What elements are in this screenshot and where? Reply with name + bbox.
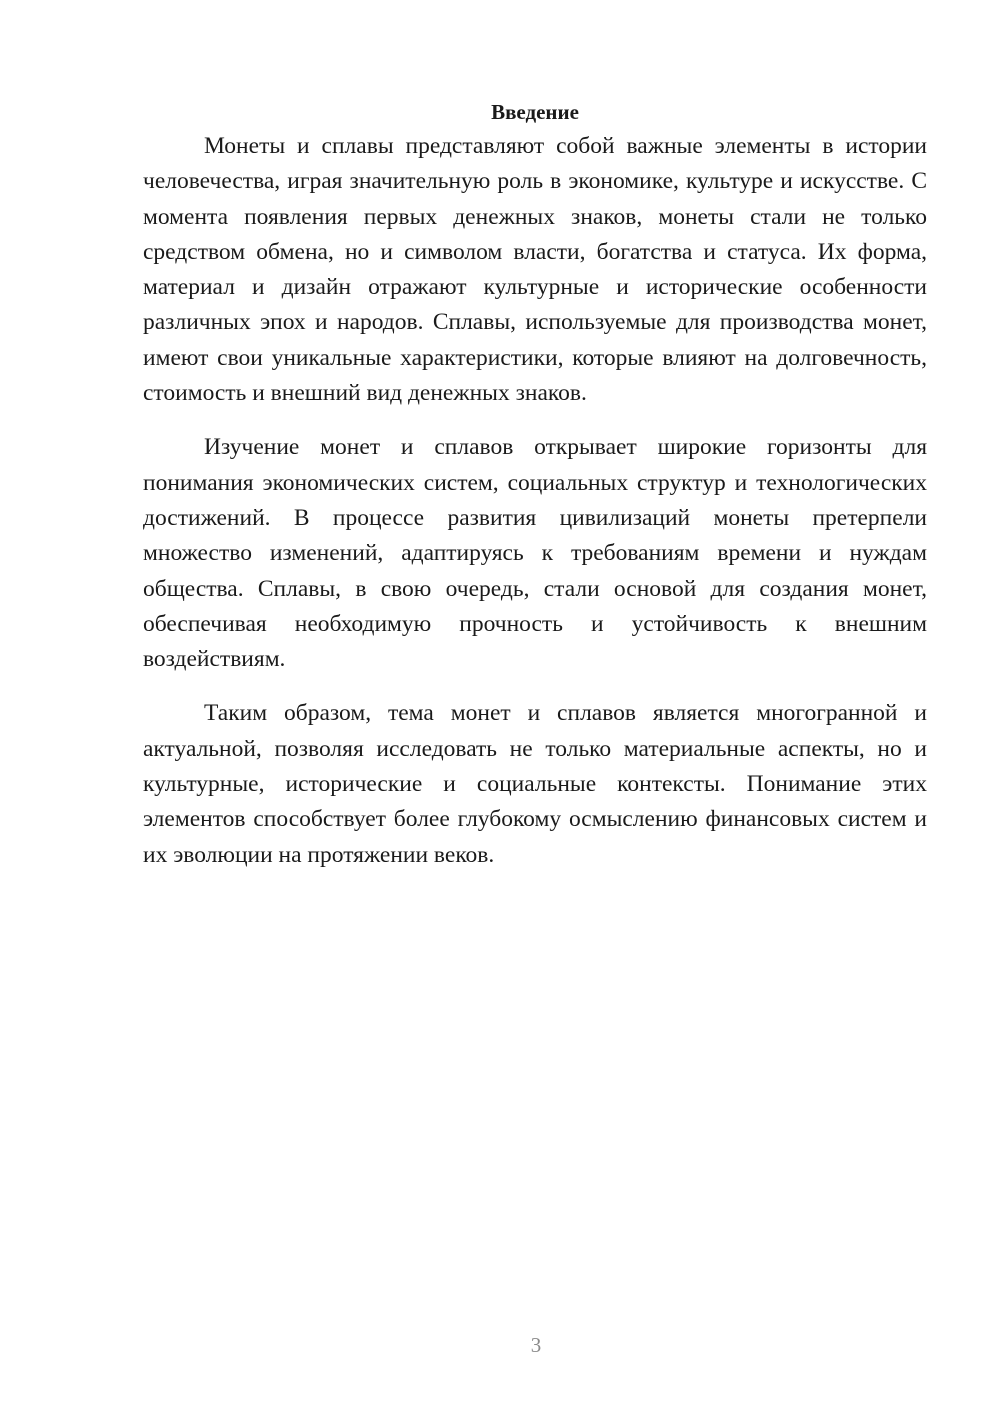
paragraph-3: Таким образом, тема монет и сплавов является многогранной и актуальной, позволяя исследовать не только материальные аспекты, но и культурные, исторические и социальные контексты. Понимание этих элементов способствует более глубокому осмыслению финансовых систем и их эволюции на протяжении веков. [143,700,927,868]
page-body [143,95,927,873]
section-heading: Введение [491,100,579,124]
paragraph-2: Изучение монет и сплавов открывает широкие горизонты для понимания экономических систем, социальных структур и технологических достижений. В процессе развития цивилизаций монеты претерпели множество изменений, адаптируясь к требованиям времени и нуждам общества. Сплавы, в свою очередь, стали основой для создания монет, обеспечивая необходимую прочность и устойчивость к внешним воздействиям. [143,434,927,673]
paragraph-1: Монеты и сплавы представляют собой важные элементы в истории человечества, играя значительную роль в экономике, культуре и искусстве. С момента появления первых денежных знаков, монеты стали не только средством обмена, но и символом власти, богатства и статуса. Их форма, материал и дизайн отражают культурные и исторические особенности различных эпох и народов. Сплавы, используемые для производства монет, имеют свои уникальные характеристики, которые влияют на долговечность, стоимость и внешний вид денежных знаков. [143,133,927,407]
page-number: 3 [530,1333,542,1357]
